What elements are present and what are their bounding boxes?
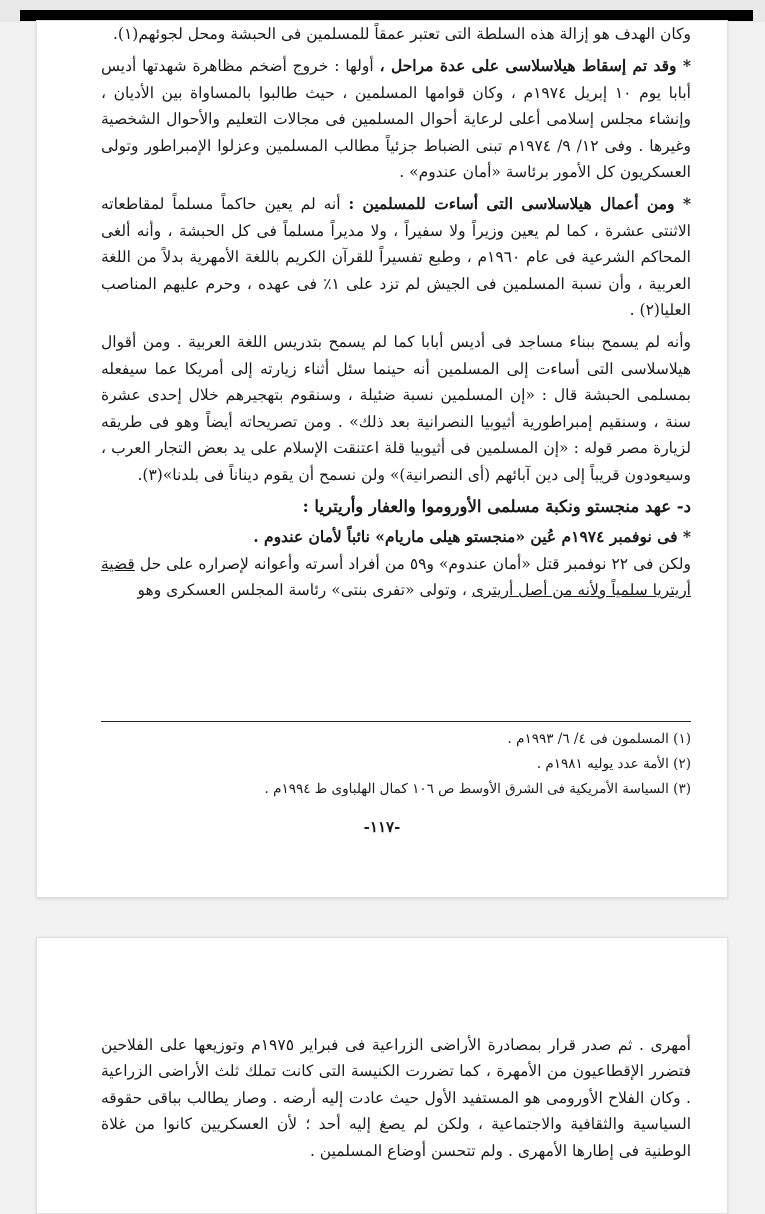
page-next-body — [101, 1032, 691, 1170]
paragraph-mengistu-line1: ولكن فى ٢٢ نوفمبر قتل «أمان عندوم» و٥٩ من أفراد أسرته وأعوانه لإصراره على حل — [139, 554, 691, 573]
paragraph-overthrow-body: أولها : خروج أضخم مظاهرة شهدتها أديس أبابا يوم ١٠ إبريل ١٩٧٤م ، وكان قوامها المسلمين ، حيث طالبوا بالمساواة بين الأديان ، وإنشاء مجلس إسلامى أعلى لرعاية أحوال المسلمين فى مجالات التعليم والأحوال الشخصية وغيرها . وفى ١٢/ ٩/ ١٩٧٤م تبنى الضباط جزئياً مطالب المسلمين وعزلوا الإمبراطور وتولى العسكريون كل الأمور برئاسة «أمان عندوم» . — [101, 57, 691, 182]
footnotes — [101, 727, 691, 802]
page-117-body — [101, 21, 691, 610]
paragraph-land-reform: أمهرى . ثم صدر قرار بمصادرة الأراضى الزراعية فى فبراير ١٩٧٥م وتوزيعها على الفلاحين فتضرر الإقطاعيون من الأمهرة ، كما تضررت الكنيسة التى كانت تملك ثلث الأراضى الزراعية . وكان الفلاح الأورومى هو المستفيد الأول حيث عادت إليه أرضه . وصار يطالب بباقى حقوقه السياسية والثقافية والاجتماعية ، ولكن لم يصغ إليه أحد ؛ لأن العسكريين كانوا من غلاة الوطنية فى إطارها الأمهرى . ولم تتحسن أوضاع المسلمين . — [101, 1036, 691, 1160]
page-number: -١١٧- — [363, 818, 401, 836]
paragraph-mengistu-line2: ، وتولى «تفرى بنتى» رئاسة المجلس العسكرى وهو — [137, 581, 467, 600]
document-page-next — [36, 937, 728, 1214]
paragraph-mengistu-underlined: قضية أريتريا سلمياً ولأنه من أصل أريترى — [101, 554, 691, 600]
paragraph-deeds — [101, 191, 691, 323]
top-bar — [0, 0, 765, 22]
paragraph-deeds-heading: * ومن أعمال هيلاسلاسى التى أساءت للمسلمين : — [348, 194, 691, 214]
section-title: د- عهد منجستو ونكبة مسلمى الأوروموا والعفار وأريتريا : — [302, 496, 691, 516]
paragraph-mengistu-body — [101, 551, 691, 604]
paragraph-overthrow-heading: * وقد تم إسقاط هيلاسلاسى على عدة مراحل ، — [379, 56, 691, 76]
footnote-1: (١) المسلمون فى ٤/ ٦/ ١٩٩٣م . — [507, 731, 691, 747]
paragraph-top: وكان الهدف هو إزالة هذه السلطة التى تعتبر عمقاً للمسلمين فى الحبشة ومحل لجوئهم(١). — [112, 25, 691, 43]
document-page-117 — [36, 20, 728, 898]
paragraph-mengistu-heading: * فى نوفمبر ١٩٧٤م عُين «منجستو هيلى ماريام» نائباً لأمان عندوم . — [253, 527, 691, 547]
paragraph-deeds-body: أنه لم يعين حاكماً مسلماً لمقاطعاته الاثنتى عشرة ، كما لم يعين وزيراً ولا سفيراً ، ولا مديراً مسلماً فى كل الحبشة ، وأنه ألغى المحاكم الشرعية فى عام ١٩٦٠م ، وطبع تفسيراً للقرآن الكريم باللغة الأمهرية بدلاً من اللغة العربية ، وأن نسبة المسلمين فى الجيش لم تزد على ١٪ فى عهده ، وحرم عليهم المناصب العليا(٢) . — [101, 195, 692, 320]
paragraph-mosques: وأنه لم يسمح ببناء مساجد فى أديس أبابا كما لم يسمح بتدريس اللغة العربية . ومن أقوال هيلاسلاسى التى أساءت إلى المسلمين أنه حينما سئل أثناء زيارته إلى أمريكا عما سيفعله بمسلمى الحبشة قال : «إن المسلمين نسبة ضئيلة ، وسنقوم بتهجيرهم خلال إحدى عشرة سنة ، وسنقيم إمبراطورية أثيوبيا النصرانية بعد ذلك» . ومن تصريحاته أيضاً وهو فى طريقه لزيارة مصر قوله : «إن المسلمين فى أثيوبيا قلة اعتنقت الإسلام على يد بعض التجار العرب ، وسيعودون قريباً إلى دين آبائهم (أى النصرانية)» ولن نسمح أن يقوم ديناناً فى بلدنا»(٣). — [101, 333, 691, 484]
footnote-2: (٢) الأمة عدد يوليه ١٩٨١م . — [536, 756, 691, 772]
footnote-3: (٣) السياسة الأمريكية فى الشرق الأوسط ص ١٠٦ كمال الهلباوى ط ١٩٩٤م . — [264, 781, 691, 797]
paragraph-overthrow — [101, 53, 691, 185]
footnote-separator — [101, 721, 691, 722]
